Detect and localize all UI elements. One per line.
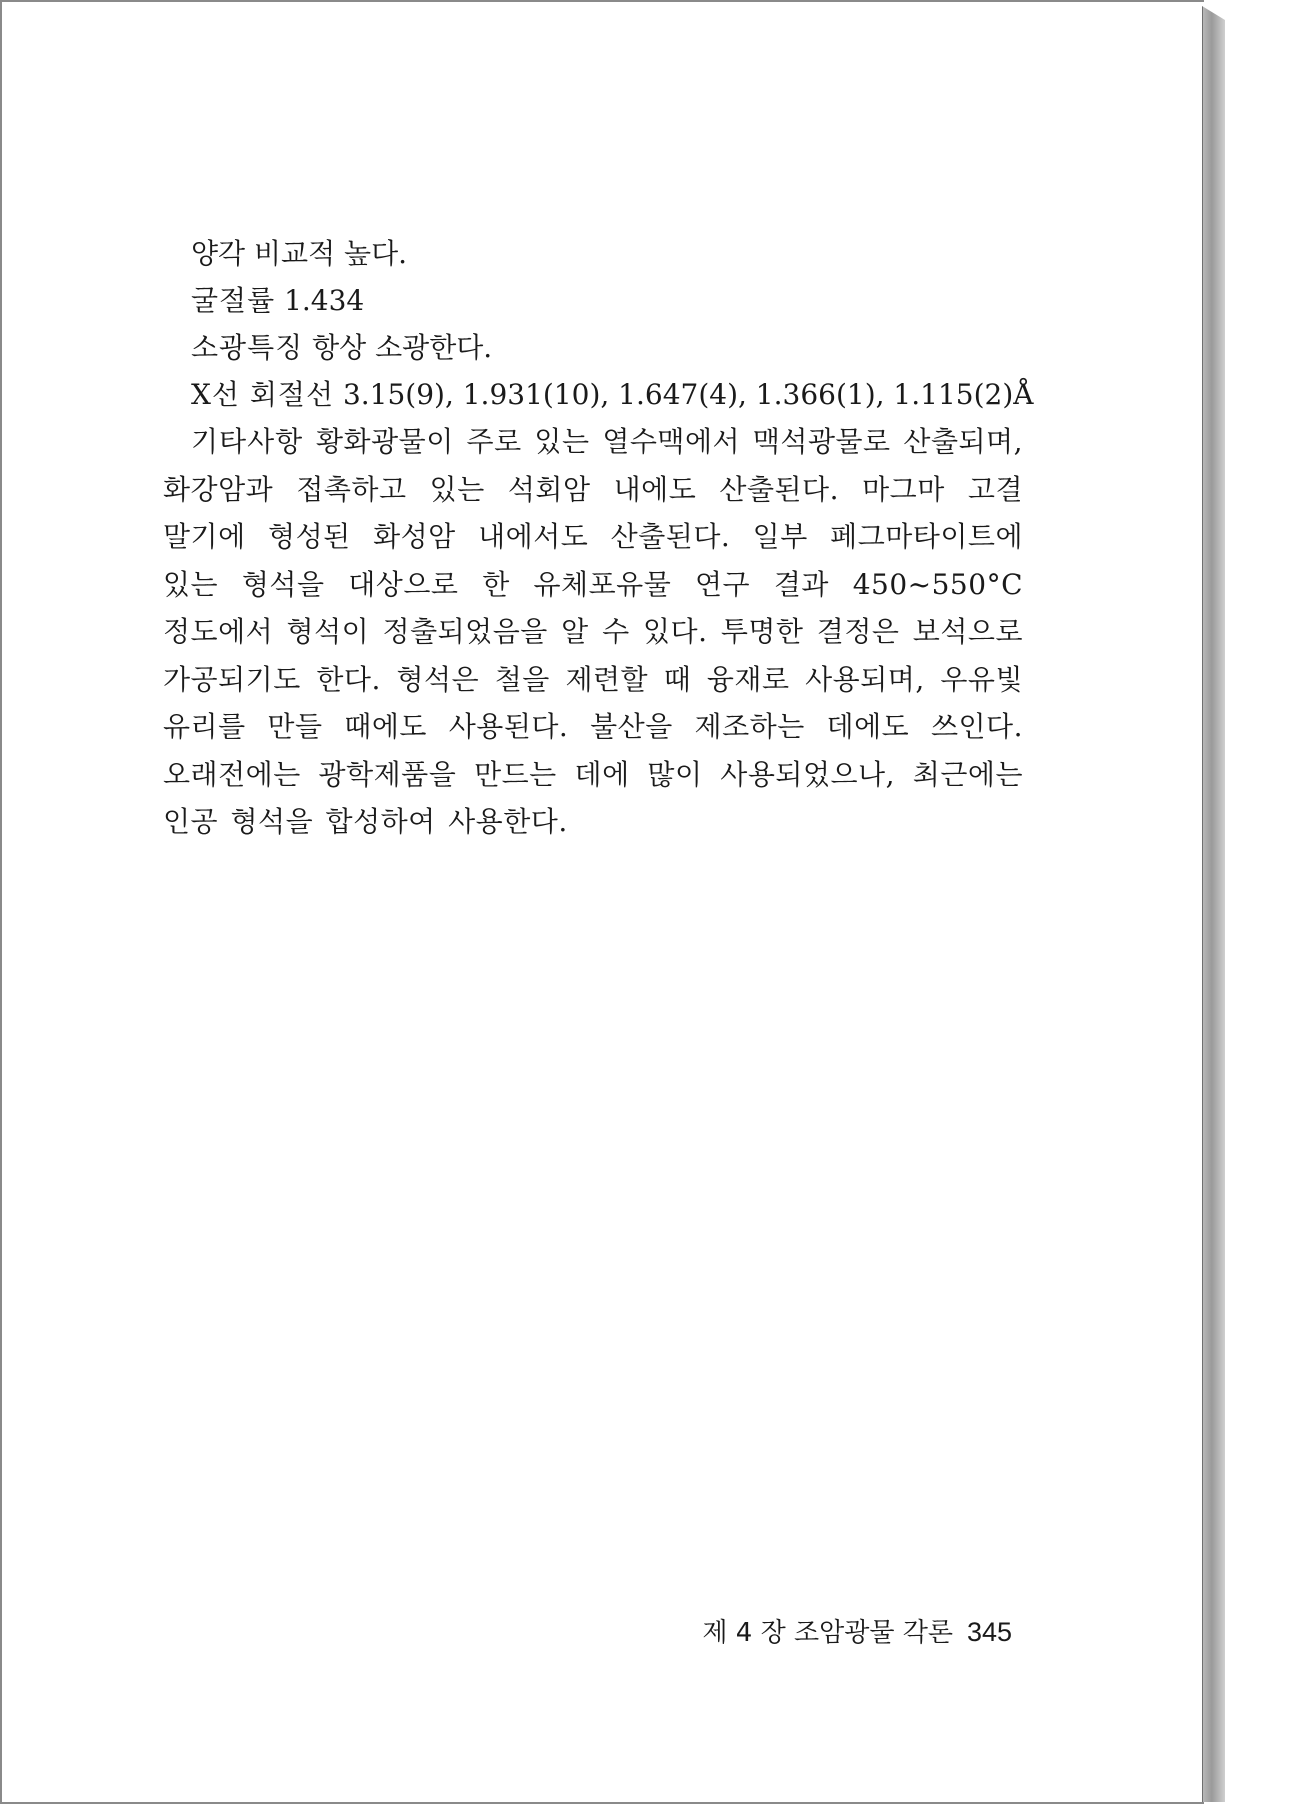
text-line-xray	[163, 371, 1034, 418]
page-footer	[692, 1612, 1012, 1649]
page-number: 345	[966, 1617, 1012, 1647]
other-notes-label: 기타사항	[191, 425, 304, 458]
text-line-relief: 양각 비교적 높다.	[191, 237, 408, 270]
refractive-index-value: 1.434	[284, 284, 365, 317]
refractive-index-label: 굴절률	[191, 284, 276, 317]
extinction-label: 소광특징	[191, 331, 304, 364]
page-stack-edge	[1202, 6, 1225, 1802]
text-line-refractive-index	[163, 277, 1023, 324]
text-line-extinction	[163, 324, 1023, 371]
xray-label: X선 회절선	[191, 378, 335, 411]
other-notes-paragraph	[163, 418, 1023, 846]
extinction-value: 항상 소광한다.	[312, 331, 493, 364]
xray-value: 3.15(9), 1.931(10), 1.647(4), 1.366(1), 1.115(2)Å	[342, 378, 1034, 411]
other-notes-text: 황화광물이 주로 있는 열수맥에서 맥석광물로 산출되며, 화강암과 접촉하고 있는 석회암 내에도 산출된다. 마그마 고결 말기에 형성된 화성암 내에서도 산출된다. 일부 페그마타이트에 있는 형석을 대상으로 한 유체포유물 연구 결과 450~550°C 정도에서 형석이 정출되었음을 알 수 있다. 투명한 결정은 보석으로 가공되기도 한다. 형석은 철을 제련할 때 융재로 사용되며, 우유빛 유리를 만들 때에도 사용된다. 불산을 제조하는 데에도 쓰인다. 오래전에는 광학제품을 만드는 데에 많이 사용되었으나, 최근에는 인공 형석을 합성하여 사용한다.	[163, 425, 1023, 838]
page-content	[163, 230, 1034, 846]
chapter-title: 제 4 장 조암광물 각론	[702, 1618, 953, 1648]
